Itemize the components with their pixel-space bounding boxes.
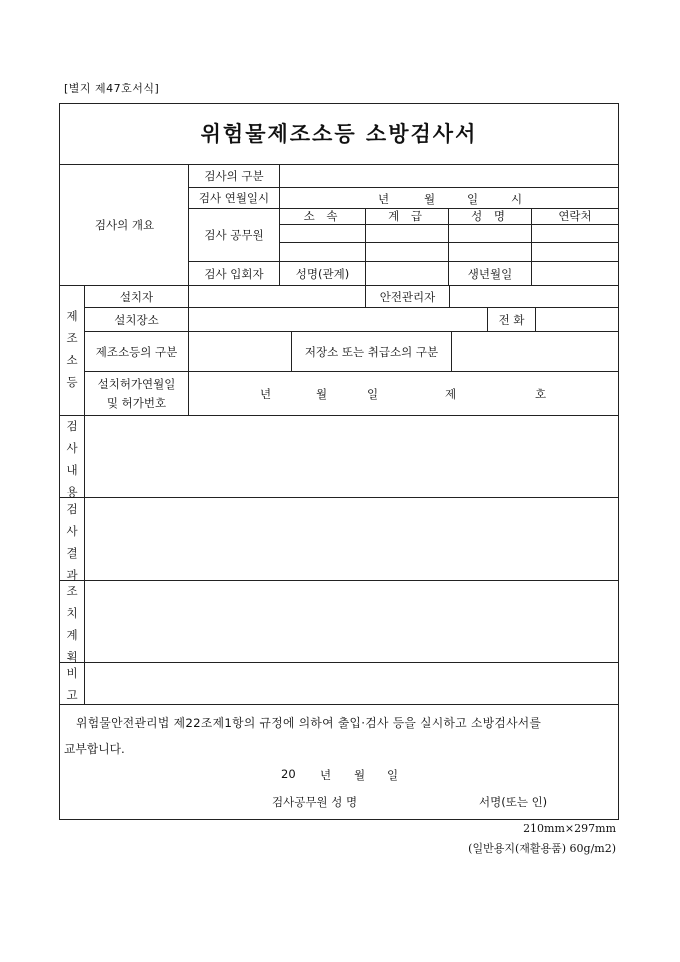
form-number-label: [별지 제47호서식] [64,82,160,95]
inspection-datetime-label: 검사 연월일시 [198,191,270,205]
paper-size: 210mm×297mm [523,822,616,835]
remarks-label: 비고 [66,666,78,702]
installer-label: 설치자 [119,289,154,304]
divider [60,497,618,498]
safety-manager-label: 안전관리자 [379,289,436,304]
permit-label [85,372,188,415]
phone-label: 전 화 [498,312,525,327]
result-label: 검사결과 [66,502,78,582]
witness-label: 검사 입회자 [204,266,264,281]
permit-number-suffix: 호 [535,387,547,401]
permit-label-line2: 및 허가번호 [106,395,167,410]
divider [449,285,450,307]
statement-line1: 위험물안전관리법 제22조제1항의 규정에 의하여 출입·검사 등을 실시하고 소방검사서를 [76,716,542,730]
permit-year-unit: 년 [260,387,272,401]
divider [60,580,618,581]
facility-type-label: 제조소등의 구분 [95,344,178,359]
witness-name-label: 성명(관계) [295,266,350,281]
permit-label-line1: 설치허가연월일 [97,376,176,391]
divider [535,307,536,331]
date-month-unit: 월 [354,768,366,782]
inspector-label: 검사 공무원 [204,228,264,242]
datetime-day-unit: 일 [467,192,479,206]
divider [60,415,618,416]
datetime-month-unit: 월 [424,192,436,206]
paper-type: (일반용지(재활용품) 60g/m2) [468,842,616,855]
date-year-unit: 년 [320,768,332,782]
inspector-col-affiliation: 소 속 [303,209,342,223]
witness-birthdate-label: 생년월일 [467,266,513,281]
datetime-year-unit: 년 [378,192,390,206]
signature-name-label: 검사공무원 성 명 [272,795,358,809]
permit-month-unit: 월 [316,387,328,401]
divider [451,331,452,371]
datetime-hour-unit: 시 [511,192,523,206]
permit-number-prefix: 제 [445,387,457,401]
storage-type-label: 저장소 또는 취급소의 구분 [304,344,439,359]
facility-section-label-text: 제조소등 [66,309,78,389]
facility-section-label [64,305,80,393]
inspector-col-rank: 계 급 [388,209,426,223]
date-day-unit: 일 [387,768,399,782]
inspector-col-contact: 연락처 [558,209,592,223]
divider [60,704,618,705]
inspector-col-name: 성 명 [471,209,509,223]
statement-line2: 교부합니다. [64,742,125,756]
signature-sign-label: 서명(또는 인) [479,795,548,809]
divider [188,285,189,415]
overview-section-label: 검사의 개요 [94,218,155,232]
divider [60,662,618,663]
date-prefix: 20 [281,767,296,781]
permit-day-unit: 일 [367,387,379,401]
content-label: 검사내용 [66,419,78,499]
location-label: 설치장소 [114,312,159,327]
inspection-type-label: 검사의 구분 [204,169,264,183]
divider [84,415,85,704]
document-title: 위험물제조소등 소방검사서 [200,121,478,146]
action-plan-label: 조치계획 [66,584,78,664]
